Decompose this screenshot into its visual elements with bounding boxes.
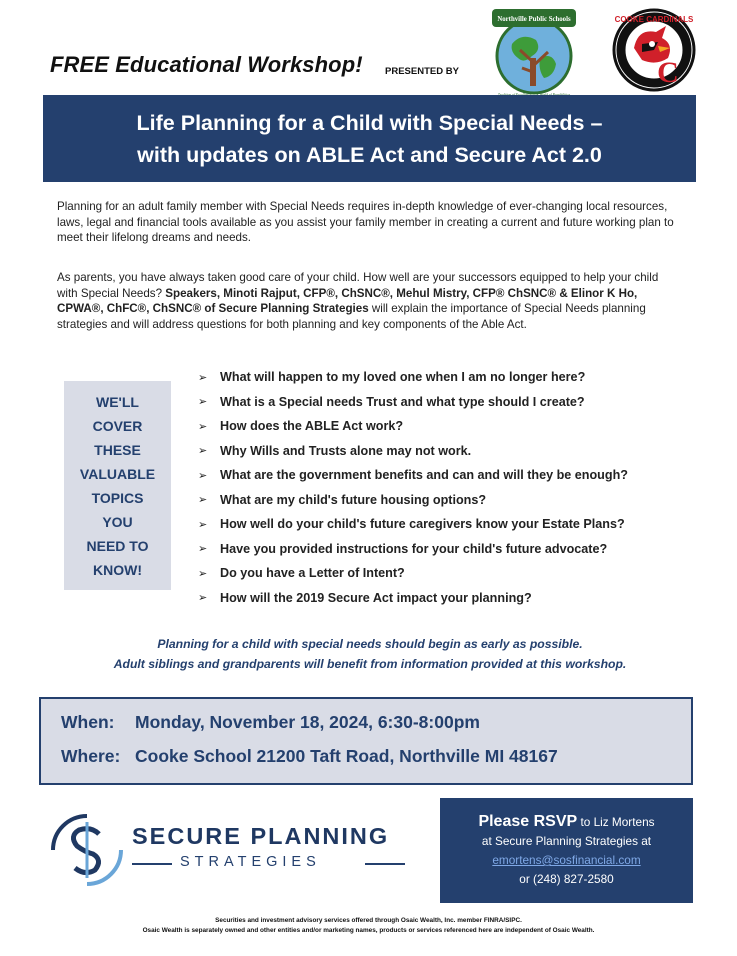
rsvp-email-link[interactable]: emortens@sosfinancial.com — [492, 853, 641, 867]
arrow-bullet-icon: ➢ — [198, 371, 208, 384]
list-item — [198, 512, 698, 537]
topics-callout — [64, 381, 171, 590]
sps-logo-sub: STRATEGIES — [180, 854, 321, 870]
topic-text: Have you provided instructions for your child's future advocate? — [220, 541, 608, 556]
title-line-2: with updates on ABLE Act and Secure Act 2.0 — [137, 142, 602, 167]
school-logo-text: Northville Public Schools — [497, 16, 571, 23]
list-item — [198, 561, 698, 586]
intro-p2-text: As parents, you have always taken good care of your child. How well are your successors equipped to help your child with Special Needs? — [57, 271, 659, 300]
logo-divider — [365, 863, 405, 865]
topics-callout-line: YOU — [102, 513, 133, 530]
rsvp-contact: to Liz Mortens — [577, 815, 655, 829]
sps-monogram-icon — [47, 810, 127, 890]
rsvp-phone: or (248) 827-2580 — [519, 872, 614, 886]
workshop-heading: FREE Educational Workshop! — [50, 52, 363, 77]
planning-note-line-2: Adult siblings and grandparents will benefit from information provided at this workshop. — [113, 657, 627, 671]
arrow-bullet-icon: ➢ — [198, 567, 208, 580]
cardinal-logo-text: COOKE CARDINALS — [614, 15, 694, 24]
topics-callout-line: NEED TO — [86, 537, 149, 554]
topics-callout-line: THESE — [94, 441, 141, 458]
logo-divider — [132, 863, 172, 865]
secure-planning-logo — [47, 810, 417, 890]
where-row — [61, 746, 558, 767]
title-banner — [43, 95, 696, 182]
cardinal-logo-letter: C — [657, 56, 679, 89]
list-item — [198, 463, 698, 488]
topic-text: What are the government benefits and can and will they be enough? — [220, 468, 628, 483]
list-item — [198, 537, 698, 562]
cooke-cardinals-logo — [612, 8, 696, 92]
arrow-bullet-icon: ➢ — [198, 420, 208, 433]
intro-paragraph-1: Planning for an adult family member with Special Needs requires in-depth knowledge of ever-changing local resources, laws, legal and financial tools available as you assist your family member in creating a current and future working plan to meet their lifelong dreams and needs. — [57, 200, 674, 245]
arrow-bullet-icon: ➢ — [198, 518, 208, 531]
topics-list — [198, 365, 698, 610]
topic-text: What are my child's future housing options? — [220, 492, 487, 507]
when-label: When: — [61, 712, 115, 732]
arrow-bullet-icon: ➢ — [198, 396, 208, 409]
planning-note — [40, 634, 700, 674]
rsvp-line-2: at Secure Planning Strategies at — [481, 834, 652, 848]
arrow-bullet-icon: ➢ — [198, 592, 208, 605]
topic-text: Do you have a Letter of Intent? — [220, 566, 405, 581]
title-line-1: Life Planning for a Child with Special Needs – — [136, 110, 603, 135]
list-item — [198, 586, 698, 611]
list-item — [198, 488, 698, 513]
disclaimer-line-1: Securities and investment advisory services offered through Osaic Wealth, Inc. member FINRA/SIPC. — [215, 917, 522, 924]
disclaimer-footer — [20, 916, 717, 936]
intro-p2-text-end: will explain the importance of Special Needs planning strategies and will address questions for both planning and key components of the Able Act. — [57, 302, 646, 331]
list-item — [198, 439, 698, 464]
when-row — [61, 712, 480, 733]
topic-text: How will the 2019 Secure Act impact your planning? — [220, 590, 532, 605]
arrow-bullet-icon: ➢ — [198, 445, 208, 458]
topics-callout-line: KNOW! — [93, 561, 142, 578]
arrow-bullet-icon: ➢ — [198, 494, 208, 507]
topics-callout-line: COVER — [92, 417, 143, 434]
event-details-box — [39, 697, 693, 785]
intro-paragraph-2 — [57, 270, 679, 332]
topics-callout-line: WE'LL — [96, 393, 139, 410]
list-item — [198, 365, 698, 390]
arrow-bullet-icon: ➢ — [198, 469, 208, 482]
arrow-bullet-icon: ➢ — [198, 543, 208, 556]
topic-text: What is a Special needs Trust and what type should I create? — [220, 394, 585, 409]
when-value: Monday, November 18, 2024, 6:30-8:00pm — [135, 712, 480, 732]
topics-callout-line: VALUABLE — [79, 465, 156, 482]
northville-schools-logo — [484, 6, 584, 98]
planning-note-line-1: Planning for a child with special needs should begin as early as possible. — [157, 637, 583, 651]
speakers-text: Speakers, Minoti Rajput, CFP®, ChSNC®, Mehul Mistry, CFP® ChSNC® & Elinor K Ho, CPWA®, ChFC®, ChSNC® of Secure Planning Strategies — [57, 286, 638, 316]
topic-text: How does the ABLE Act work? — [220, 419, 404, 434]
list-item — [198, 390, 698, 415]
where-value: Cooke School 21200 Taft Road, Northville MI 48167 — [135, 746, 558, 766]
rsvp-box — [440, 798, 693, 903]
topic-text: Why Wills and Trusts alone may not work. — [220, 443, 472, 458]
topics-callout-line: TOPICS — [91, 489, 144, 506]
topic-text: What will happen to my loved one when I am no longer here? — [220, 370, 586, 385]
presented-by-label: PRESENTED BY — [385, 66, 459, 77]
rsvp-line-1 — [440, 812, 693, 832]
where-label: Where: — [61, 746, 121, 766]
disclaimer-line-2: Osaic Wealth is separately owned and other entities and/or marketing names, products or services referenced here are independent of Osaic Wealth. — [142, 927, 595, 934]
list-item — [198, 414, 698, 439]
rsvp-heading: Please RSVP — [478, 813, 578, 830]
sps-logo-name: SECURE PLANNING — [132, 823, 390, 849]
topic-text: How well do your child's future caregivers know your Estate Plans? — [220, 517, 625, 532]
